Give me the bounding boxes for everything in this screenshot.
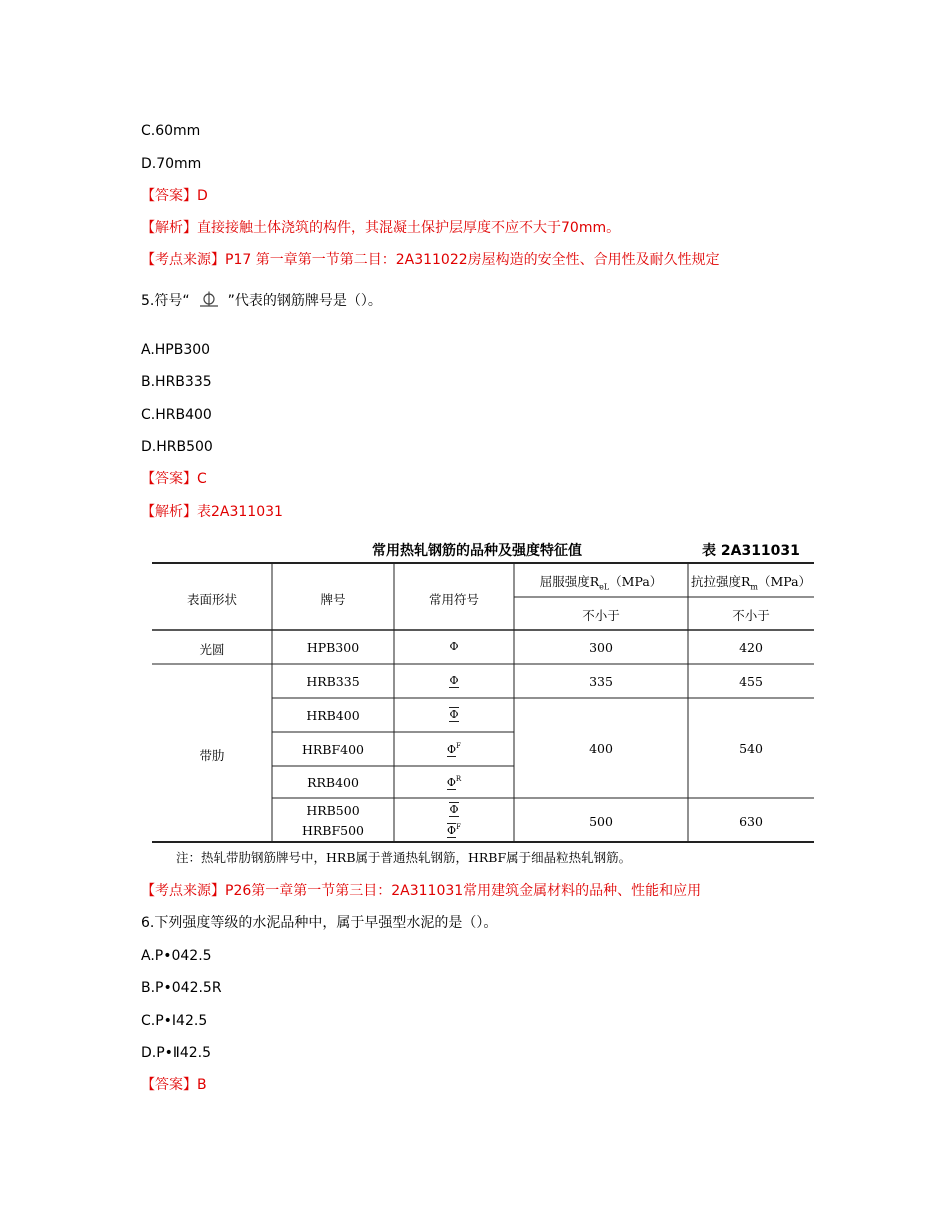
q6-option-b: B.P•042.5R xyxy=(141,980,222,996)
symbol-hrbf500-sup: F xyxy=(456,823,461,831)
q5-option-c: C.HRB400 xyxy=(141,407,212,423)
grade-hrbf400: HRBF400 xyxy=(301,742,365,757)
symbol-rrb400-glyph: Φ xyxy=(446,775,456,789)
yield-hrb335: 335 xyxy=(589,674,613,689)
header-min-tensile: 不小于 xyxy=(732,608,770,623)
symbol-hrb400 xyxy=(394,708,514,721)
header-grade: 牌号 xyxy=(320,592,346,607)
symbol-hpb300: Φ xyxy=(449,640,459,653)
grade-hrb500: HRB500 xyxy=(306,803,360,818)
header-yield xyxy=(514,572,688,592)
symbol-hrb500 xyxy=(394,803,514,816)
surface-ribbed: 带肋 xyxy=(199,748,225,763)
table-title: 常用热轧钢筋的品种及强度特征值 xyxy=(372,543,582,559)
tensile-hrb335: 455 xyxy=(739,674,763,689)
symbol-rrb400 xyxy=(394,775,514,789)
symbol-hrbf500 xyxy=(394,823,514,837)
header-yield-unit: （MPa） xyxy=(609,574,663,589)
q6-option-a: A.P•042.5 xyxy=(141,948,212,964)
q4-option-c: C.60mm xyxy=(141,123,201,139)
surface-plain: 光圆 xyxy=(199,642,225,657)
q4-option-d: D.70mm xyxy=(141,156,202,172)
symbol-hrb400-glyph: Φ xyxy=(449,708,459,721)
q5-answer: 【答案】C xyxy=(141,471,207,487)
symbol-hrbf400 xyxy=(394,742,514,756)
yield-hpb300: 300 xyxy=(589,640,613,655)
q5-option-d: D.HRB500 xyxy=(141,439,213,455)
header-yield-label: 屈服强度R xyxy=(539,574,600,589)
symbol-hrbf400-glyph: Φ xyxy=(447,742,457,756)
q5-analysis: 【解析】表2A311031 xyxy=(141,504,283,520)
grade-hrb335: HRB335 xyxy=(306,674,360,689)
header-tensile-label: 抗拉强度R xyxy=(690,574,751,589)
q5-option-b: B.HRB335 xyxy=(141,374,212,390)
yield-500-group: 500 xyxy=(589,814,613,829)
table-number: 表 2A311031 xyxy=(702,543,800,559)
tensile-400-group: 540 xyxy=(739,741,763,756)
symbol-hrbf500-glyph: Φ xyxy=(447,823,457,837)
grade-hrb400: HRB400 xyxy=(306,708,360,723)
q4-analysis: 【解析】直接接触土体浇筑的构件，其混凝土保护层厚度不应不大于70mm。 xyxy=(141,220,621,236)
symbol-hrb500-glyph: Φ xyxy=(449,803,459,816)
q5-stem-suffix: ”代表的钢筋牌号是（）。 xyxy=(227,293,382,309)
header-tensile-unit: （MPa） xyxy=(757,574,812,589)
symbol-hrbf400-sup: F xyxy=(456,742,461,750)
q6-option-c: C.P•Ⅰ42.5 xyxy=(141,1013,208,1029)
grade-hrbf500: HRBF500 xyxy=(301,823,365,838)
q4-source: 【考点来源】P17 第一章第一节第二目：2A311022房屋构造的安全性、合用性及耐久性规定 xyxy=(141,252,720,268)
hrb335-symbol-icon xyxy=(198,291,220,309)
grade-hpb300: HPB300 xyxy=(306,640,360,655)
yield-400-group: 400 xyxy=(589,741,613,756)
q5-stem-prefix: 5.符号“ xyxy=(141,293,190,309)
header-yield-sub: eL xyxy=(599,582,610,592)
grade-rrb400: RRB400 xyxy=(307,775,359,790)
header-tensile xyxy=(688,572,814,592)
header-symbol: 常用符号 xyxy=(428,592,479,607)
header-surface: 表面形状 xyxy=(186,592,237,607)
q5-option-a: A.HPB300 xyxy=(141,342,211,358)
q6-stem: 6.下列强度等级的水泥品种中，属于早强型水泥的是（）。 xyxy=(141,915,498,931)
symbol-rrb400-sup: R xyxy=(455,775,462,783)
q6-option-d: D.P•Ⅱ42.5 xyxy=(141,1045,211,1061)
tensile-500-group: 630 xyxy=(739,814,763,829)
q5-stem xyxy=(141,291,382,310)
header-tensile-sub: m xyxy=(750,582,758,592)
tensile-hpb300: 420 xyxy=(739,640,763,655)
header-min-yield: 不小于 xyxy=(582,608,620,623)
table-note: 注：热轧带肋钢筋牌号中，HRB属于普通热轧钢筋，HRBF属于细晶粒热轧钢筋。 xyxy=(176,850,632,865)
q4-answer: 【答案】D xyxy=(141,188,208,204)
q5-source: 【考点来源】P26第一章第一节第三目：2A311031常用建筑金属材料的品种、性能和应用 xyxy=(141,883,702,899)
symbol-hrb335-glyph: Φ xyxy=(449,674,459,687)
q6-answer: 【答案】B xyxy=(141,1077,207,1093)
symbol-hrb335 xyxy=(394,674,514,687)
